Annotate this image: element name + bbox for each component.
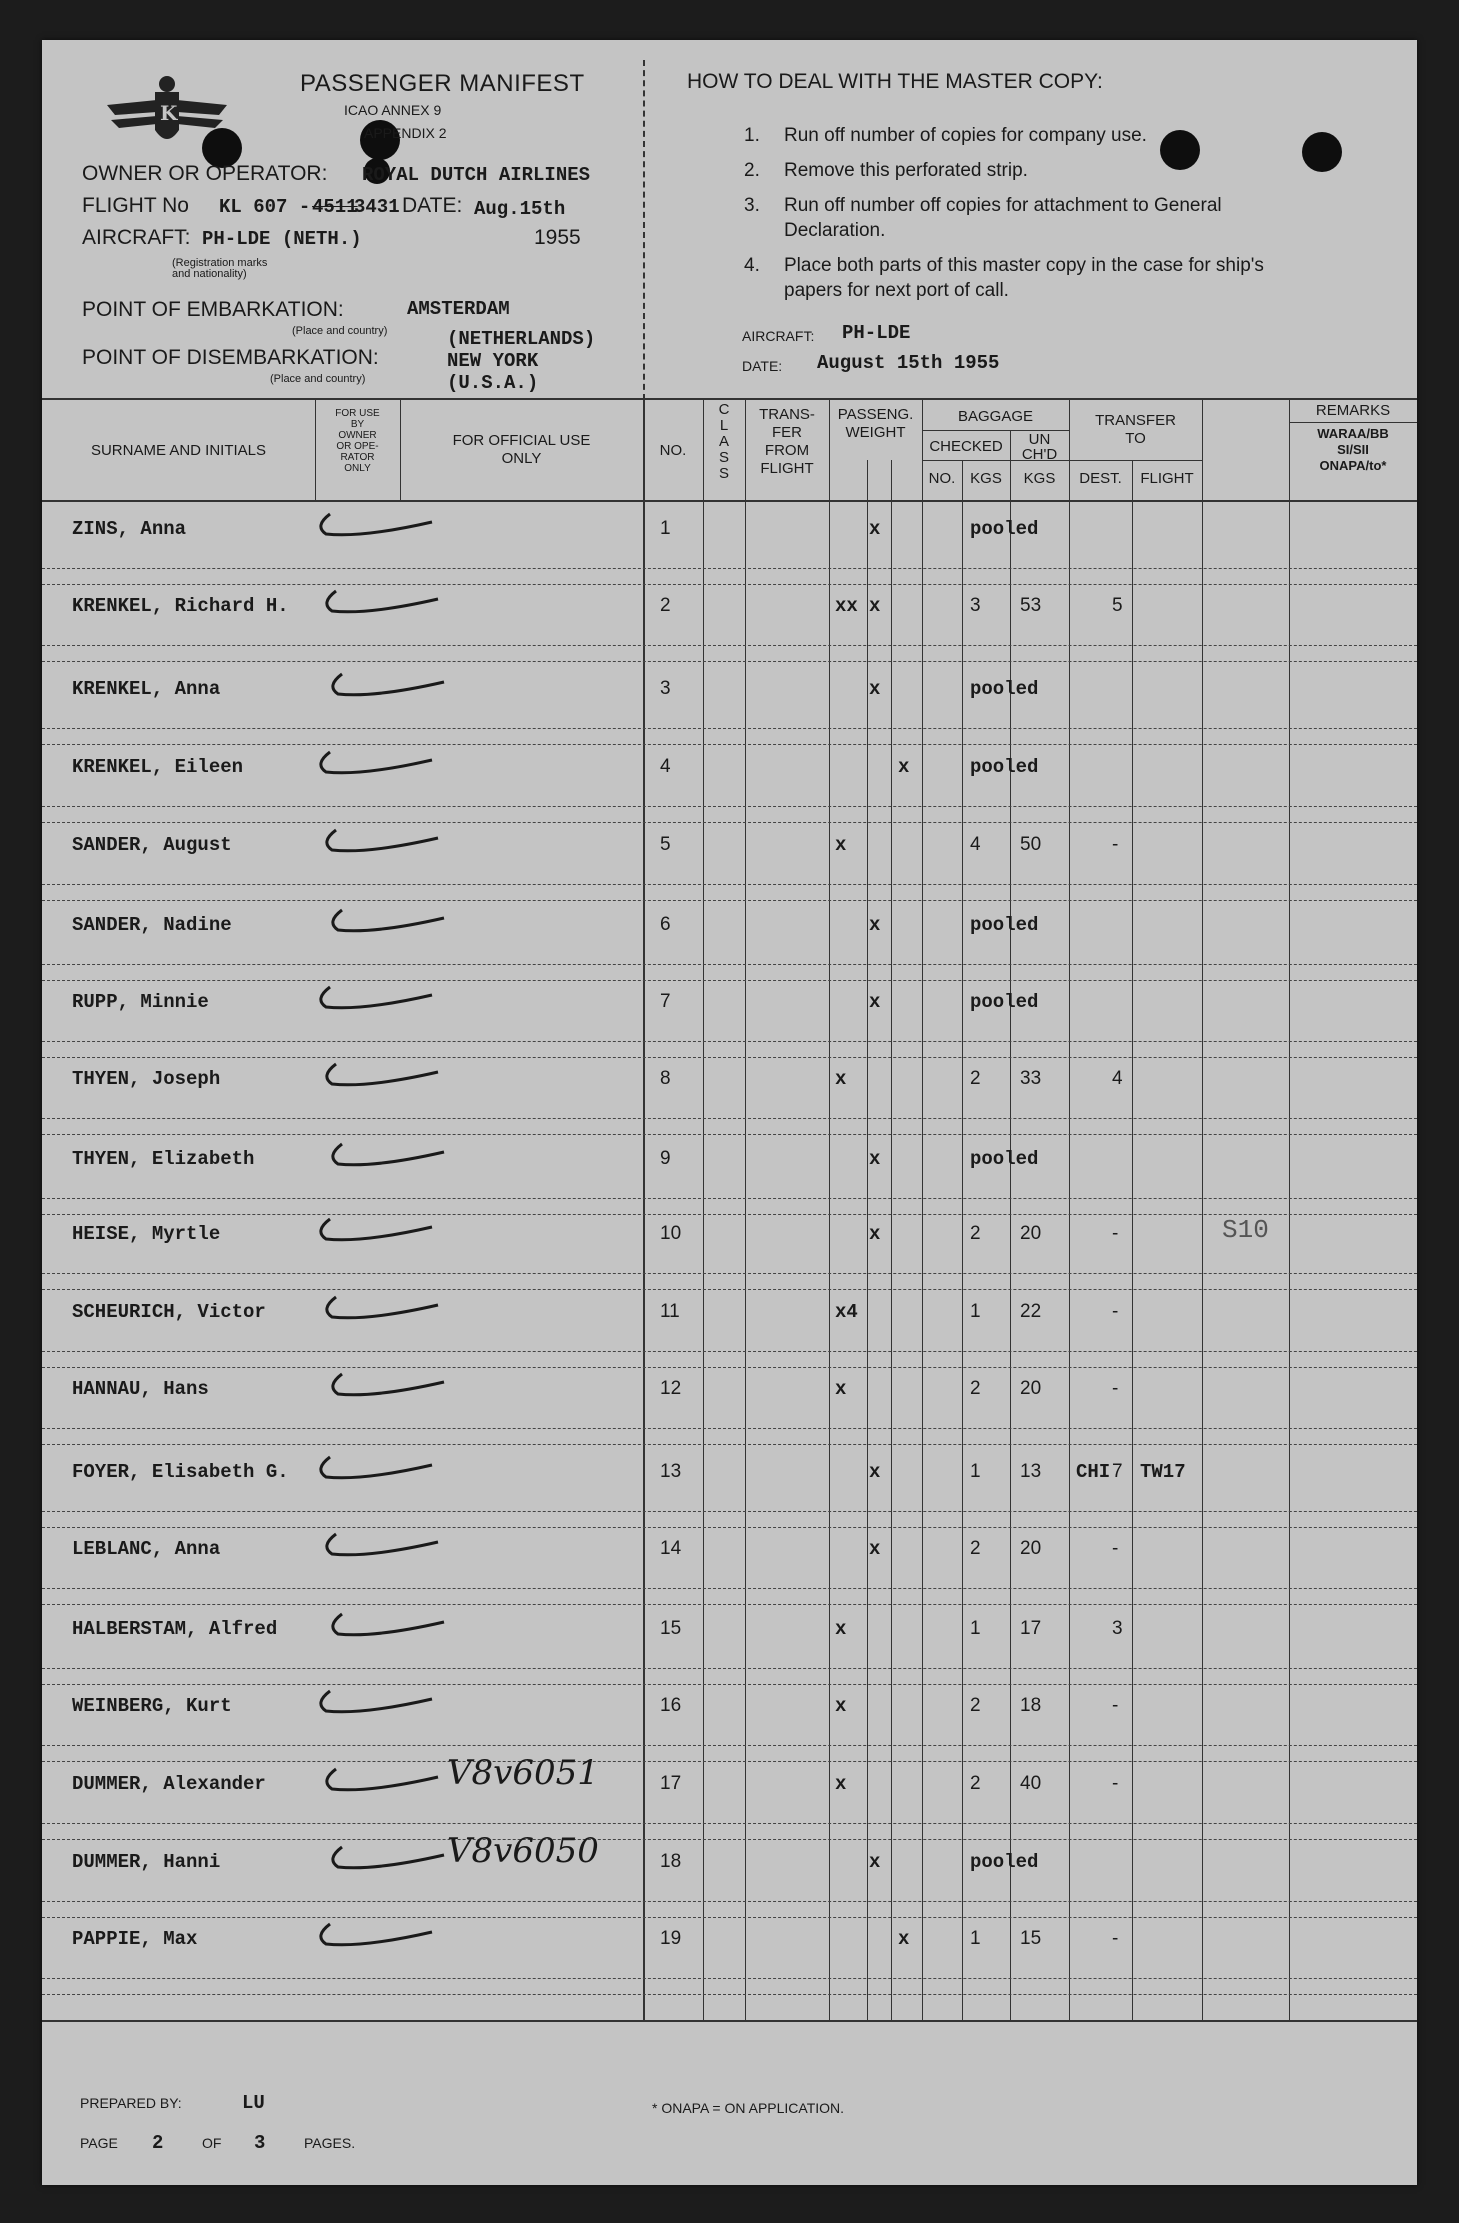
flight-label: FLIGHT No (82, 194, 189, 217)
bag-kgs: 53 (1020, 595, 1042, 616)
table-top-border (42, 398, 1417, 400)
bag-kgs: 18 (1020, 1695, 1042, 1716)
embark-label: POINT OF EMBARKATION: (82, 298, 344, 321)
of-label: OF (202, 2135, 222, 2151)
row-separator (42, 1134, 1417, 1135)
owner-label: OWNER OR OPERATOR: (82, 162, 328, 185)
row-separator (42, 728, 1417, 729)
passenger-no: 7 (660, 991, 671, 1012)
weight-mark-2: x (869, 1851, 881, 1873)
passenger-name: ZINS, Anna (72, 518, 187, 540)
unchecked-kgs: 7 (1112, 1461, 1123, 1482)
passenger-name: SANDER, Nadine (72, 914, 232, 936)
howto-item: 4. Place both parts of this master copy in the case for ship's (744, 255, 1264, 276)
row-separator (42, 744, 1417, 745)
prepared-label: PREPARED BY: (80, 2095, 182, 2111)
passenger-no: 12 (660, 1378, 682, 1399)
check-mark-icon (318, 1058, 448, 1098)
row-separator (42, 1994, 1417, 1995)
disembark-country: (U.S.A.) (447, 372, 539, 394)
howto-item: Declaration. (784, 220, 886, 241)
bag-kgs: 13 (1020, 1461, 1042, 1482)
unchecked-kgs: - (1112, 834, 1119, 855)
aircraft-value: PH-LDE (NETH.) (202, 228, 362, 250)
col-bag-no: NO. (928, 470, 956, 487)
passenger-no: 16 (660, 1695, 682, 1716)
row-separator (42, 1839, 1417, 1840)
unchecked-kgs: - (1112, 1301, 1119, 1322)
weight-mark-1: x (835, 1773, 847, 1795)
passenger-no: 15 (660, 1618, 682, 1639)
weight-mark-2: x (869, 518, 881, 540)
col-unchd: UN CH'D (1021, 431, 1058, 463)
weight-mark-1: x (835, 834, 847, 856)
pooled-label: pooled (970, 914, 1039, 936)
weight-mark-3: x (898, 1928, 910, 1950)
check-mark-icon (324, 668, 454, 708)
unchecked-kgs: - (1112, 1223, 1119, 1244)
row-separator (42, 1588, 1417, 1589)
passenger-no: 19 (660, 1928, 682, 1949)
howto-date-value: August 15th 1955 (817, 352, 1000, 374)
unchecked-kgs: 3 (1112, 1618, 1123, 1639)
check-mark-icon (312, 1918, 442, 1958)
col-line (1069, 400, 1070, 2020)
bag-kgs: 20 (1020, 1538, 1042, 1559)
check-mark-icon (324, 1608, 454, 1648)
check-mark-icon (312, 981, 442, 1021)
row-separator (42, 1745, 1417, 1746)
weight-mark-2: x (869, 1148, 881, 1170)
owner-value: ROYAL DUTCH AIRLINES (362, 164, 591, 186)
bag-count: 1 (970, 1618, 981, 1639)
date-label: DATE: (402, 194, 463, 217)
col-line (1132, 460, 1133, 2020)
check-mark-icon (318, 1291, 448, 1331)
col-class: C L A S S (718, 401, 730, 482)
row-separator (42, 1917, 1417, 1918)
passenger-no: 3 (660, 678, 671, 699)
row-separator (42, 1604, 1417, 1605)
unchecked-kgs: 5 (1112, 595, 1123, 616)
check-mark-icon (312, 1451, 442, 1491)
bag-count: 1 (970, 1461, 981, 1482)
bag-count: 1 (970, 1301, 981, 1322)
manifest-sheet (42, 40, 1417, 2185)
row-separator (42, 964, 1417, 965)
passenger-name: SANDER, August (72, 834, 232, 856)
weight-mark-1: x (835, 1618, 847, 1640)
col-line (962, 460, 963, 2020)
howto-date-label: DATE: (742, 358, 783, 374)
row-separator (42, 1428, 1417, 1429)
row-separator (42, 822, 1417, 823)
row-separator (42, 1057, 1417, 1058)
header-bottom-border (42, 500, 1417, 502)
check-mark-icon (318, 585, 448, 625)
pooled-label: pooled (970, 1851, 1039, 1873)
col-passeng-weight: PASSENG. WEIGHT (837, 406, 914, 441)
bag-count: 2 (970, 1223, 981, 1244)
passenger-no: 14 (660, 1538, 682, 1559)
pooled-label: pooled (970, 678, 1039, 700)
table-bottom-border (42, 2020, 1417, 2022)
passenger-no: 8 (660, 1068, 671, 1089)
col-line (829, 400, 830, 2020)
row-separator (42, 1761, 1417, 1762)
passenger-name: WEINBERG, Kurt (72, 1695, 232, 1717)
check-mark-icon (318, 824, 448, 864)
passenger-no: 13 (660, 1461, 682, 1482)
weight-mark-2: x (869, 1461, 881, 1483)
weight-mark-1: x (835, 1068, 847, 1090)
passenger-name: PAPPIE, Max (72, 1928, 198, 1950)
weight-mark-2: x (869, 595, 881, 617)
prepared-value: LU (242, 2092, 265, 2114)
row-separator (42, 1444, 1417, 1445)
bag-kgs: 33 (1020, 1068, 1042, 1089)
col-line (745, 400, 746, 2020)
row-separator (42, 1289, 1417, 1290)
passenger-name: HANNAU, Hans (72, 1378, 209, 1400)
disembark-label: POINT OF DISEMBARKATION: (82, 346, 379, 369)
pooled-label: pooled (970, 756, 1039, 778)
row-separator (42, 568, 1417, 569)
howto-aircraft-value: PH-LDE (842, 322, 911, 344)
row-separator (42, 1198, 1417, 1199)
weight-mark-2: x (869, 914, 881, 936)
col-surname: SURNAME AND INITIALS (90, 442, 267, 459)
col-bag-kgs: KGS (970, 470, 1002, 487)
col-line (922, 400, 923, 2020)
col-remarks-codes: WARAA/BB SI/SII ONAPA/to* (1317, 426, 1389, 473)
passenger-no: 9 (660, 1148, 671, 1169)
passenger-no: 6 (660, 914, 671, 935)
passenger-name: DUMMER, Alexander (72, 1773, 266, 1795)
passenger-name: FOYER, Elisabeth G. (72, 1461, 289, 1483)
row-separator (42, 1041, 1417, 1042)
unchecked-kgs: - (1112, 1378, 1119, 1399)
stamp-text: S10 (1222, 1215, 1269, 1245)
row-separator (42, 1273, 1417, 1274)
check-mark-icon (324, 1138, 454, 1178)
passenger-no: 5 (660, 834, 671, 855)
year: 1955 (534, 226, 581, 249)
check-mark-icon (312, 508, 442, 548)
passenger-name: LEBLANC, Anna (72, 1538, 221, 1560)
check-mark-icon (312, 1213, 442, 1253)
col-line (1202, 400, 1203, 2020)
col-line (703, 400, 704, 2020)
howto-item: 3. Run off number off copies for attachment to General (744, 195, 1222, 216)
bag-kgs: 40 (1020, 1773, 1042, 1794)
icao-annex: ICAO ANNEX 9 (344, 102, 442, 118)
passenger-no: 2 (660, 595, 671, 616)
of-value: 3 (254, 2132, 266, 2154)
howto-item: 2. Remove this perforated strip. (744, 160, 1028, 181)
pages-label: PAGES. (304, 2135, 356, 2151)
passenger-no: 1 (660, 518, 671, 539)
unchecked-kgs: - (1112, 1773, 1119, 1794)
embark-value: AMSTERDAM (407, 298, 510, 320)
check-mark-icon (318, 1763, 448, 1803)
col-line (867, 460, 868, 2020)
passenger-name: THYEN, Elizabeth (72, 1148, 255, 1170)
row-separator (42, 1214, 1417, 1215)
col-no: NO. (659, 442, 687, 459)
unchecked-kgs: - (1112, 1538, 1119, 1559)
bag-count: 4 (970, 834, 981, 855)
row-separator (42, 1118, 1417, 1119)
col-dest: DEST. (1079, 470, 1122, 487)
weight-mark-1: x4 (835, 1301, 858, 1323)
row-separator (42, 1668, 1417, 1669)
weight-mark-2: x (869, 991, 881, 1013)
disembark-value: NEW YORK (447, 350, 539, 372)
passenger-name: KRENKEL, Eileen (72, 756, 244, 778)
col-flight: FLIGHT (1140, 470, 1194, 487)
col-line (643, 400, 645, 2020)
col-official: FOR OFFICIAL USE ONLY (452, 432, 591, 467)
official-code: V8v6050 (447, 1831, 599, 1871)
transfer-dest: CHI (1076, 1461, 1111, 1483)
row-separator (42, 900, 1417, 901)
date-value: Aug.15th (474, 198, 566, 220)
row-separator (42, 1684, 1417, 1685)
col-transfer-to: TRANSFER TO (1095, 412, 1176, 447)
row-separator (42, 1527, 1417, 1528)
disembark-note: (Place and country) (270, 373, 366, 385)
weight-mark-2: x (869, 678, 881, 700)
pooled-label: pooled (970, 991, 1039, 1013)
flight-value: KL 607 - (219, 196, 311, 218)
passenger-no: 4 (660, 756, 671, 777)
passenger-no: 18 (660, 1851, 682, 1872)
col-transfer-from: TRANS- FER FROM FLIGHT (759, 406, 815, 477)
row-separator (42, 1351, 1417, 1352)
howto-title: HOW TO DEAL WITH THE MASTER COPY: (687, 70, 1103, 93)
bag-kgs: 17 (1020, 1618, 1042, 1639)
check-mark-icon (312, 1685, 442, 1725)
passenger-name: THYEN, Joseph (72, 1068, 221, 1090)
unchecked-kgs: - (1112, 1695, 1119, 1716)
bag-count: 2 (970, 1695, 981, 1716)
col-for-use: FOR USE BY OWNER OR OPE- RATOR ONLY (335, 408, 380, 474)
check-mark-icon (324, 1368, 454, 1408)
check-mark-icon (324, 1841, 454, 1881)
col-remarks: REMARKS (1315, 402, 1391, 419)
unchecked-kgs: 4 (1112, 1068, 1123, 1089)
bag-kgs: 20 (1020, 1378, 1042, 1399)
row-separator (42, 661, 1417, 662)
registration-note: (Registration marks and nationality) (172, 257, 268, 280)
onapa-note: * ONAPA = ON APPLICATION. (652, 2100, 845, 2116)
flight-struck: 4511 (312, 196, 358, 218)
embark-country: (NETHERLANDS) (447, 328, 596, 350)
bag-kgs: 15 (1020, 1928, 1042, 1949)
perforation-line (643, 60, 645, 400)
weight-mark-1: x (835, 1695, 847, 1717)
aircraft-label: AIRCRAFT: (82, 226, 191, 249)
bag-count: 1 (970, 1928, 981, 1949)
row-separator (42, 1823, 1417, 1824)
passenger-name: RUPP, Minnie (72, 991, 209, 1013)
passenger-no: 11 (660, 1301, 680, 1322)
row-separator (42, 1511, 1417, 1512)
passenger-name: KRENKEL, Richard H. (72, 595, 289, 617)
col-baggage: BAGGAGE (957, 408, 1034, 425)
howto-aircraft-label: AIRCRAFT: (742, 328, 815, 344)
weight-mark-2: x (869, 1223, 881, 1245)
row-separator (42, 1367, 1417, 1368)
passenger-name: HALBERSTAM, Alfred (72, 1618, 278, 1640)
unchecked-kgs: - (1112, 1928, 1119, 1949)
col-unchd-kgs: KGS (1023, 470, 1056, 487)
row-separator (42, 645, 1417, 646)
passenger-name: DUMMER, Hanni (72, 1851, 221, 1873)
weight-mark-1: x (835, 1378, 847, 1400)
passenger-name: HEISE, Myrtle (72, 1223, 221, 1245)
transfer-flight: TW17 (1140, 1461, 1186, 1483)
page-value: 2 (152, 2132, 164, 2154)
row-separator (42, 584, 1417, 585)
passenger-name: KRENKEL, Anna (72, 678, 221, 700)
check-mark-icon (312, 746, 442, 786)
manifest-title: PASSENGER MANIFEST (300, 70, 585, 97)
bag-count: 2 (970, 1773, 981, 1794)
svg-text:K: K (160, 101, 178, 125)
check-mark-icon (324, 904, 454, 944)
row-separator (42, 884, 1417, 885)
bag-kgs: 20 (1020, 1223, 1042, 1244)
page-label: PAGE (80, 2135, 118, 2151)
remarks-line (1289, 422, 1417, 423)
bag-count: 3 (970, 595, 981, 616)
passenger-no: 17 (660, 1773, 682, 1794)
bag-kgs: 22 (1020, 1301, 1042, 1322)
pooled-label: pooled (970, 1148, 1039, 1170)
howto-item: papers for next port of call. (784, 280, 1009, 301)
col-line (1289, 400, 1290, 2020)
howto-list (744, 123, 1264, 303)
bag-count: 2 (970, 1378, 981, 1399)
weight-mark-2: x (869, 1538, 881, 1560)
howto-item: 1. Run off number of copies for company use. (744, 125, 1147, 146)
col-line (1010, 430, 1011, 2020)
row-separator (42, 806, 1417, 807)
passenger-name: SCHEURICH, Victor (72, 1301, 266, 1323)
row-separator (42, 1901, 1417, 1902)
official-code: V8v6051 (447, 1753, 599, 1793)
row-separator (42, 980, 1417, 981)
bag-count: 2 (970, 1538, 981, 1559)
weight-mark-3: x (898, 756, 910, 778)
check-mark-icon (318, 1528, 448, 1568)
transfer-line (1069, 460, 1202, 461)
passenger-no: 10 (660, 1223, 682, 1244)
col-checked: CHECKED (929, 438, 1003, 455)
col-line (891, 460, 892, 2020)
bag-count: 2 (970, 1068, 981, 1089)
embark-note: (Place and country) (292, 325, 388, 337)
appendix: APPENDIX 2 (364, 125, 447, 141)
weight-mark-1: xx (835, 595, 858, 617)
punch-hole (1302, 132, 1342, 172)
pooled-label: pooled (970, 518, 1039, 540)
flight-number-suffix: 3431 (354, 196, 400, 218)
bag-kgs: 50 (1020, 834, 1042, 855)
row-separator (42, 1978, 1417, 1979)
